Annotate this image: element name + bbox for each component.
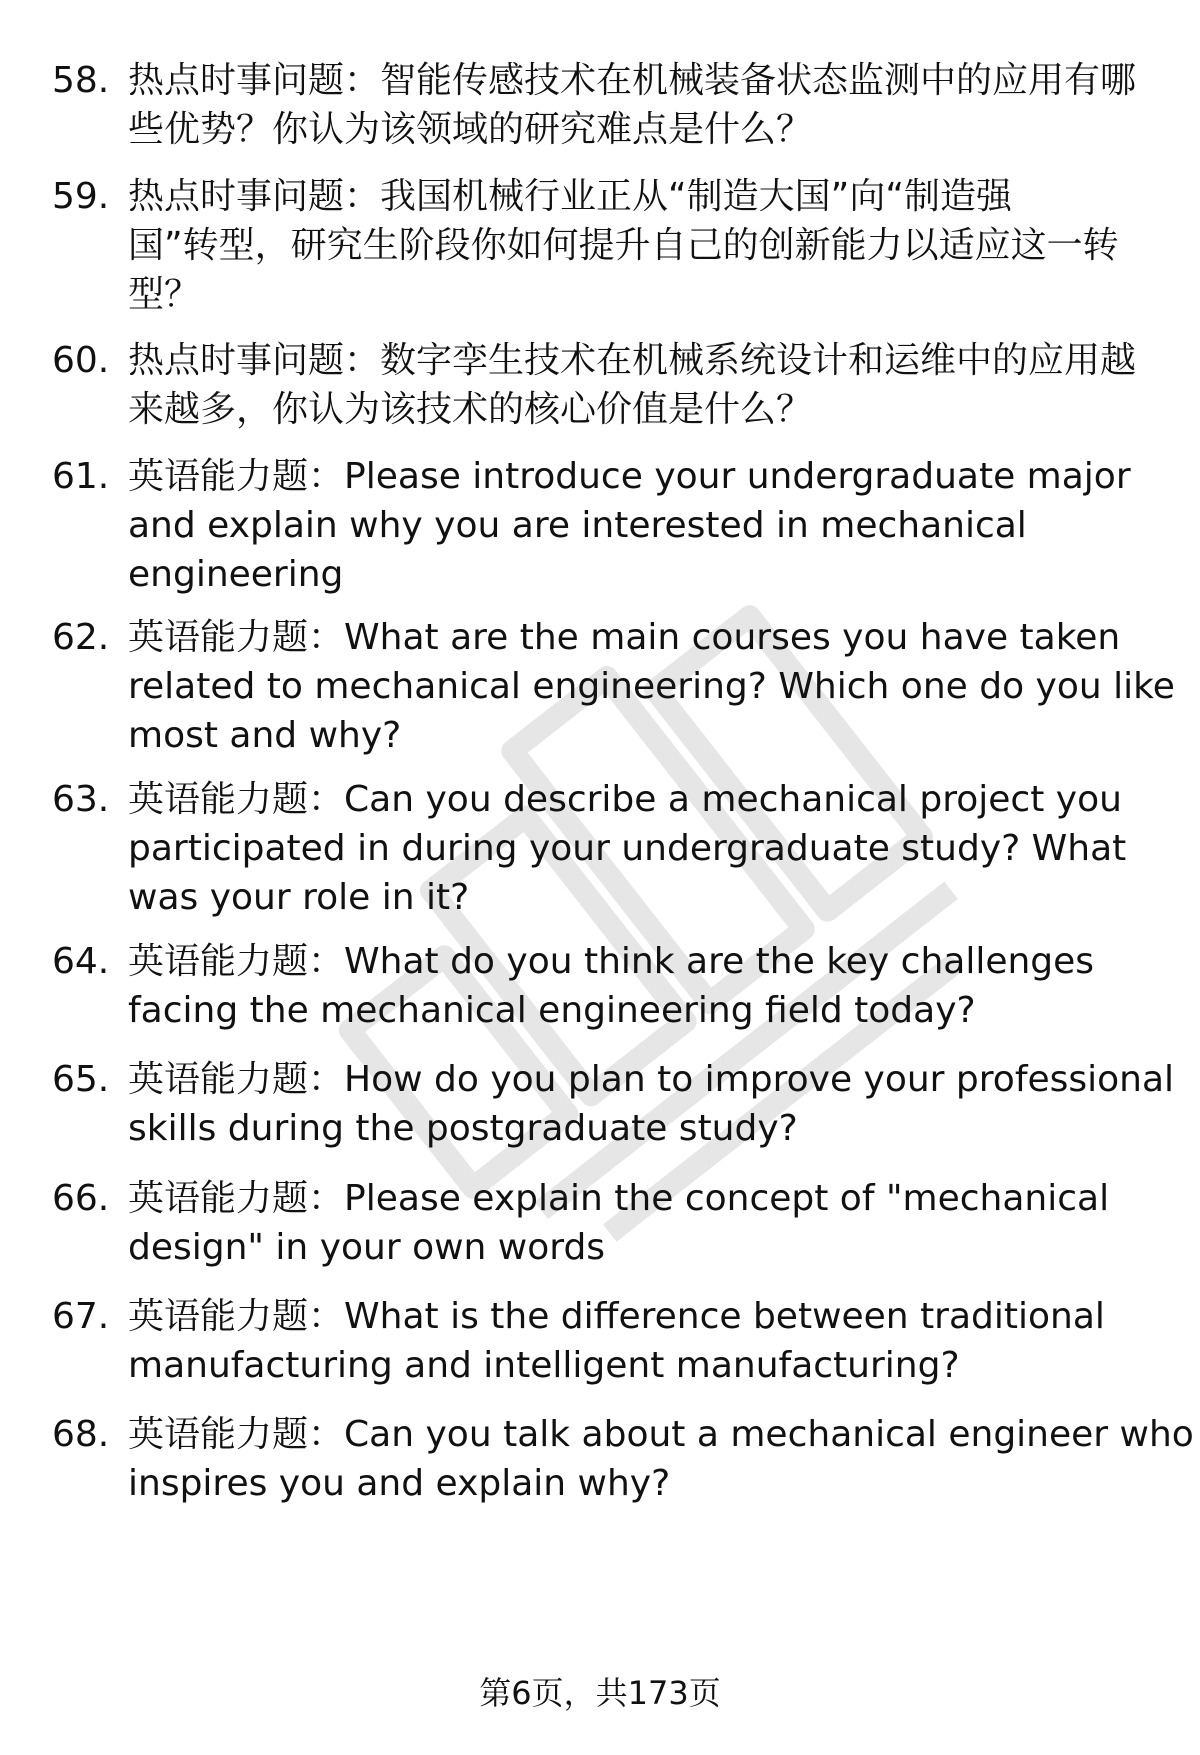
question-line-3: most and why? — [128, 715, 402, 756]
question-number: 61. — [52, 456, 110, 497]
category-separator: ： — [344, 340, 381, 381]
question-line-1: How do you plan to improve your professional — [344, 1059, 1175, 1100]
question-line-2: related to mechanical engineering? Which one do you like — [128, 666, 1175, 707]
question-line-1: Can you describe a mechanical project you — [344, 779, 1122, 820]
question-number: 62. — [52, 617, 110, 658]
question-category: 英语能力题 — [128, 456, 309, 497]
question-number: 67. — [52, 1296, 110, 1337]
question-line-1: 智能传感技术在机械装备状态监测中的应用有哪 — [380, 60, 1137, 101]
question-text — [128, 1292, 1200, 1390]
question-text — [128, 613, 1200, 760]
category-separator: ： — [308, 1178, 345, 1219]
question-text — [128, 937, 1200, 1035]
question-line-2: facing the mechanical engineering field today? — [128, 990, 976, 1031]
question-text — [128, 56, 1200, 154]
question-line-1: What do you think are the key challenges — [344, 941, 1095, 982]
category-separator: ： — [308, 456, 345, 497]
question-line-3: engineering — [128, 554, 344, 595]
question-category: 英语能力题 — [128, 941, 309, 982]
question-category: 英语能力题 — [128, 617, 309, 658]
question-number: 60. — [52, 340, 110, 381]
question-number: 63. — [52, 779, 110, 820]
question-category: 热点时事问题 — [128, 340, 345, 381]
category-separator: ： — [308, 1059, 345, 1100]
question-line-3: 型？ — [128, 274, 201, 315]
question-line-1: Please introduce your undergraduate major — [344, 456, 1131, 497]
question-number: 66. — [52, 1178, 110, 1219]
category-separator: ： — [308, 617, 345, 658]
question-category: 英语能力题 — [128, 1414, 309, 1455]
question-category: 英语能力题 — [128, 1178, 309, 1219]
question-line-1: 数字孪生技术在机械系统设计和运维中的应用越 — [380, 340, 1137, 381]
question-text — [128, 775, 1200, 922]
question-line-2: 国”转型，研究生阶段你如何提升自己的创新能力以适应这一转 — [128, 225, 1119, 266]
page-footer — [0, 1673, 1200, 1713]
question-line-2: 来越多，你认为该技术的核心价值是什么？ — [128, 389, 813, 430]
question-text — [128, 1055, 1200, 1153]
question-line-1: Please explain the concept of "mechanical — [344, 1178, 1110, 1219]
category-separator: ： — [308, 779, 345, 820]
question-line-2: manufacturing and intelligent manufacturing? — [128, 1345, 960, 1386]
question-line-1: What is the difference between traditional — [344, 1296, 1105, 1337]
question-text — [128, 452, 1200, 599]
question-text — [128, 1410, 1200, 1508]
question-category: 英语能力题 — [128, 1059, 309, 1100]
question-number: 59. — [52, 176, 110, 217]
question-line-2: inspires you and explain why? — [128, 1463, 671, 1504]
question-number: 65. — [52, 1059, 110, 1100]
page-number-label: 第6页，共173页 — [479, 1674, 721, 1712]
question-category: 英语能力题 — [128, 1296, 309, 1337]
question-text — [128, 1174, 1200, 1272]
question-category: 英语能力题 — [128, 779, 309, 820]
category-separator: ： — [308, 1296, 345, 1337]
question-number: 58. — [52, 60, 110, 101]
question-category: 热点时事问题 — [128, 60, 345, 101]
question-line-2: and explain why you are interested in mechanical — [128, 505, 1027, 546]
question-line-1: Can you talk about a mechanical engineer who — [344, 1414, 1194, 1455]
question-line-2: skills during the postgraduate study? — [128, 1108, 798, 1149]
question-text — [128, 336, 1200, 434]
category-separator: ： — [344, 176, 381, 217]
question-number: 64. — [52, 941, 110, 982]
question-text — [128, 172, 1200, 319]
question-line-3: was your role in it? — [128, 877, 470, 918]
question-line-1: 我国机械行业正从“制造大国”向“制造强 — [380, 176, 1012, 217]
category-separator: ： — [308, 1414, 345, 1455]
question-number: 68. — [52, 1414, 110, 1455]
question-category: 热点时事问题 — [128, 176, 345, 217]
question-line-2: design" in your own words — [128, 1227, 606, 1268]
question-line-2: participated in during your undergraduate study? What — [128, 828, 1127, 869]
category-separator: ： — [308, 941, 345, 982]
question-line-2: 些优势？你认为该领域的研究难点是什么？ — [128, 109, 813, 150]
category-separator: ： — [344, 60, 381, 101]
question-line-1: What are the main courses you have taken — [344, 617, 1121, 658]
